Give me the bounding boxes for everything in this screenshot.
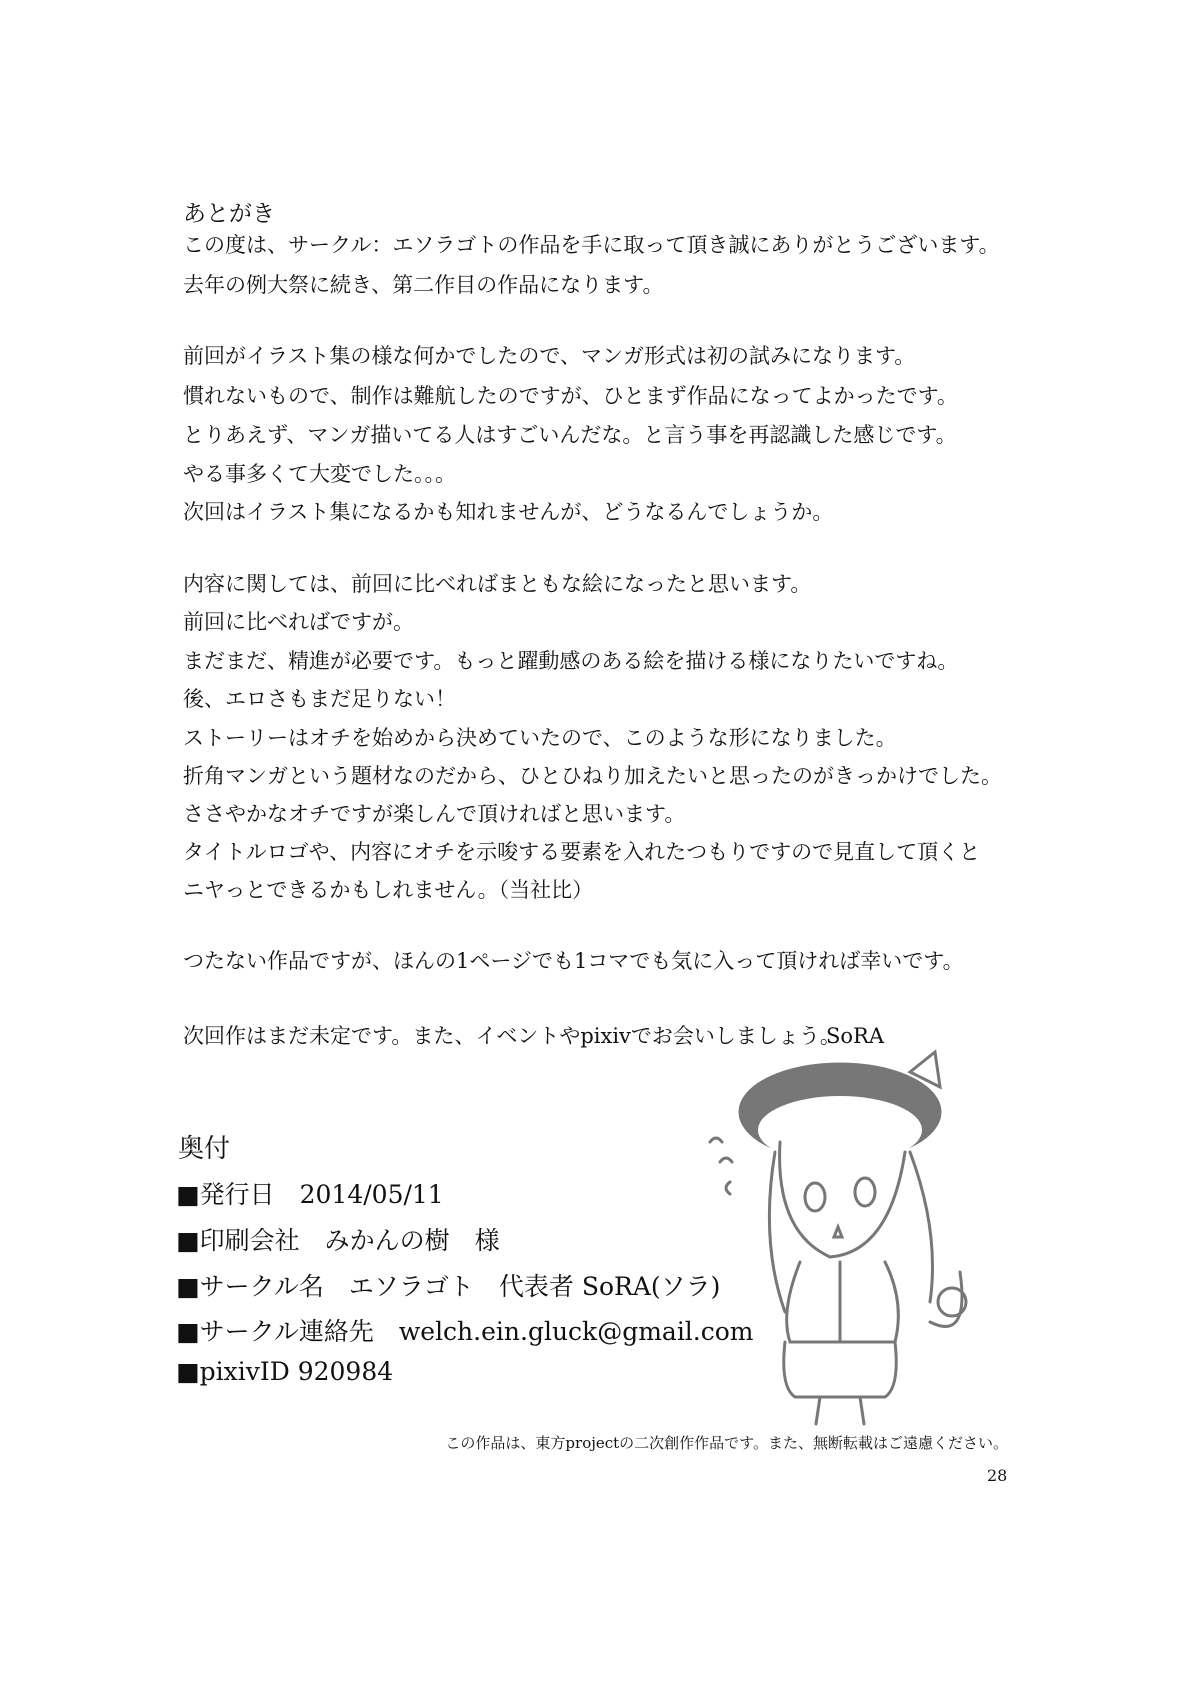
colophon-item: ■印刷会社 みかんの樹 様 — [176, 1226, 500, 1255]
page-number: 28 — [987, 1466, 1008, 1485]
character-illustration — [680, 1012, 1000, 1428]
afterword-line: 折角マンガという題材なのだから、ひとひねり加えたいと思ったのがきっかけでした。 — [183, 764, 1002, 788]
colophon-title: 奥付 — [178, 1134, 231, 1164]
afterword-line: つたない作品ですが、ほんの1ページでも1コマでも気に入って頂ければ幸いです。 — [183, 949, 964, 973]
colophon-item: ■発行日 2014/05/11 — [176, 1180, 444, 1209]
afterword-line: ささやかなオチですが楽しんで頂ければと思います。 — [183, 802, 686, 826]
afterword-line: 次回作はまだ未定です。また、イベントやpixivでお会いしましょう。 — [183, 1024, 841, 1048]
afterword-line: この度は、サークル：エソラゴトの作品を手に取って頂き誠にありがとうございます。 — [183, 233, 1000, 257]
afterword-title: あとがき — [183, 201, 275, 227]
signature: SoRA — [826, 1024, 885, 1048]
afterword-line: やる事多くて大変でした。。。 — [183, 462, 456, 486]
afterword-line: とりあえず、マンガ描いてる人はすごいんだな。と言う事を再認識した感じです。 — [183, 423, 957, 447]
colophon-item: ■サークル名 エソラゴト 代表者 SoRA(ソラ) — [176, 1272, 721, 1301]
afterword-line: 内容に関しては、前回に比べればまともな絵になったと思います。 — [183, 572, 812, 596]
afterword-line: ストーリーはオチを始めから決めていたので、このような形になりました。 — [183, 726, 897, 750]
afterword-line: 次回はイラスト集になるかも知れませんが、どうなるんでしょうか。 — [183, 500, 834, 524]
footer-note: この作品は、東方projectの二次創作作品です。また、無断転載はご遠慮ください。 — [445, 1434, 1008, 1452]
afterword-line: 後、エロさもまだ足りない！ — [183, 687, 456, 711]
colophon-item: ■サークル連絡先 welch.ein.gluck@gmail.com — [176, 1317, 754, 1346]
afterword-line: 前回がイラスト集の様な何かでしたので、マンガ形式は初の試みになります。 — [183, 344, 916, 368]
afterword-line: まだまだ、精進が必要です。もっと躍動感のある絵を描ける様になりたいですね。 — [183, 649, 959, 673]
afterword-line: 慣れないもので、制作は難航したのですが、ひとまず作品になってよかったです。 — [183, 384, 958, 408]
colophon-item: ■pixivID 920984 — [176, 1357, 394, 1386]
afterword-line: タイトルロゴや、内容にオチを示唆する要素を入れたつもりですので見直して頂くと — [183, 840, 981, 864]
afterword-line: ニヤっとできるかもしれません。（当社比） — [183, 878, 594, 902]
afterword-line: 前回に比べればですが。 — [183, 610, 414, 634]
afterword-line: 去年の例大祭に続き、第二作目の作品になります。 — [183, 273, 664, 297]
